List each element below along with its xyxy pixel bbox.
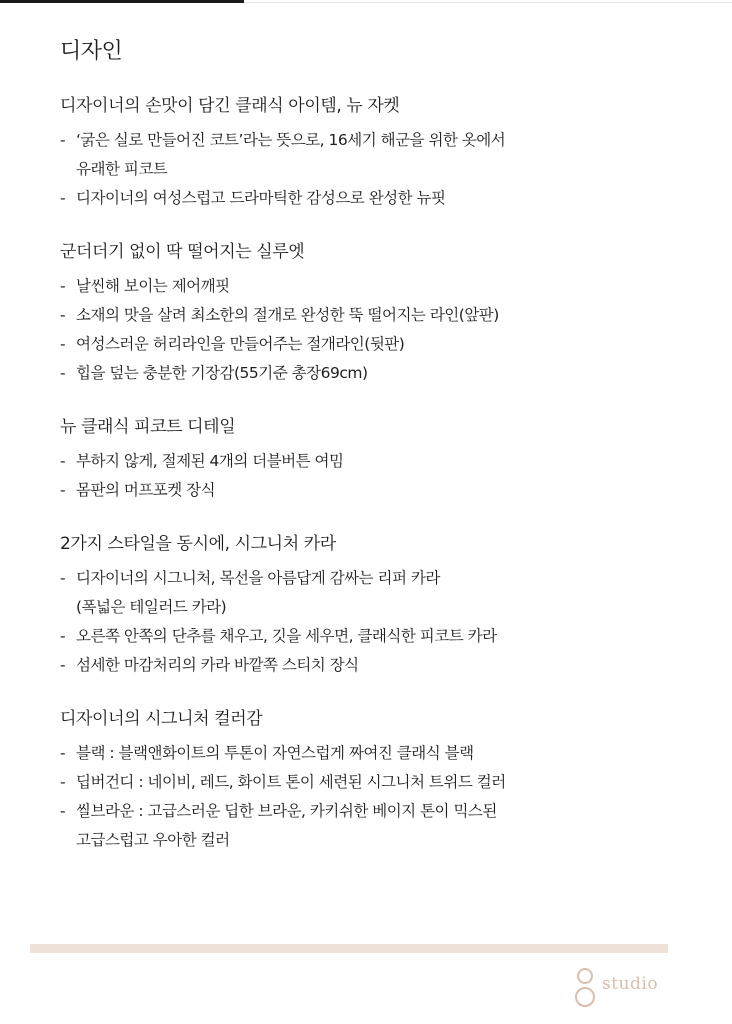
dash-marker: - — [60, 802, 66, 820]
list-item — [60, 301, 700, 330]
studio-logo — [574, 962, 694, 1012]
dash-marker: - — [60, 452, 66, 470]
section-title: 디자이너의 손맛이 담긴 클래식 아이템, 뉴 자켓 — [60, 96, 400, 116]
dash-marker: - — [60, 335, 66, 353]
section-title: 디자이너의 시그니처 컬러감 — [60, 709, 263, 729]
list-item-continuation: 고급스럽고 우아한 컬러 — [76, 831, 230, 849]
dash-marker: - — [60, 627, 66, 645]
list-item-text: 섬세한 마감처리의 카라 바깥쪽 스티치 장식 — [76, 656, 359, 674]
page-title: 디자인 — [60, 39, 123, 64]
list-item — [60, 476, 700, 505]
top-progress-bar — [0, 0, 244, 3]
list-item-text: ‘굵은 실로 만들어진 코트’라는 뜻으로, 16세기 해군을 위한 옷에서 — [76, 131, 506, 149]
g-logo-icon — [574, 962, 598, 1012]
dash-marker: - — [60, 656, 66, 674]
section-signature-colors — [60, 704, 700, 855]
section-new-jacket — [60, 91, 700, 213]
list-item-text: 여성스러운 허리라인을 만들어주는 절개라인(뒷판) — [76, 335, 405, 353]
list-item — [60, 126, 700, 155]
list-item-continuation: (폭넓은 테일러드 카라) — [76, 598, 227, 616]
top-divider — [244, 2, 732, 3]
logo-text: studio — [602, 974, 659, 994]
dash-marker: - — [60, 569, 66, 587]
list-item-text: 부하지 않게, 절제된 4개의 더블버튼 여밈 — [76, 452, 344, 470]
section-signature-collar — [60, 529, 700, 680]
dash-marker: - — [60, 131, 66, 149]
section-title: 뉴 클래식 피코트 디테일 — [60, 417, 236, 437]
list-item — [60, 651, 700, 680]
list-item — [60, 359, 700, 388]
list-item-text: 씰브라운 : 고급스러운 딥한 브라운, 카키쉬한 베이지 톤이 믹스된 — [76, 802, 497, 820]
list-item-text: 디자이너의 시그니처, 목선을 아름답게 감싸는 리퍼 카라 — [76, 569, 440, 587]
dash-marker: - — [60, 481, 66, 499]
list-item — [60, 330, 700, 359]
list-item-text: 디자이너의 여성스럽고 드라마틱한 감성으로 완성한 뉴핏 — [76, 189, 446, 207]
dash-marker: - — [60, 364, 66, 382]
list-item — [60, 622, 700, 651]
list-item — [60, 768, 700, 797]
list-item — [60, 184, 700, 213]
footer-accent-bar — [30, 944, 668, 953]
section-title: 군더더기 없이 딱 떨어지는 실루엣 — [60, 242, 305, 262]
list-item-text: 소재의 맛을 살려 최소한의 절개로 완성한 뚝 떨어지는 라인(앞판) — [76, 306, 499, 324]
list-item-text: 힙을 덮는 충분한 기장감(55기준 총장69cm) — [76, 364, 368, 382]
list-item-text: 날씬해 보이는 제어깨핏 — [76, 277, 230, 295]
dash-marker: - — [60, 277, 66, 295]
section-silhouette — [60, 237, 700, 388]
list-item — [60, 797, 700, 826]
section-peacoat-detail — [60, 412, 700, 505]
list-item-text: 몸판의 머프포켓 장식 — [76, 481, 216, 499]
document-content — [60, 34, 700, 879]
list-item-continuation: 유래한 피코트 — [76, 160, 168, 178]
list-item — [60, 564, 700, 593]
list-item — [60, 739, 700, 768]
section-title: 2가지 스타일을 동시에, 시그니처 카라 — [60, 534, 336, 554]
list-item-text: 딥버건디 : 네이비, 레드, 화이트 톤이 세련된 시그니처 트위드 컬러 — [76, 773, 506, 791]
list-item — [60, 272, 700, 301]
dash-marker: - — [60, 189, 66, 207]
dash-marker: - — [60, 773, 66, 791]
dash-marker: - — [60, 306, 66, 324]
list-item-text: 오른쪽 안쪽의 단추를 채우고, 깃을 세우면, 클래식한 피코트 카라 — [76, 627, 497, 645]
list-item-text: 블랙 : 블랙앤화이트의 투톤이 자연스럽게 짜여진 클래식 블랙 — [76, 744, 474, 762]
list-item — [60, 447, 700, 476]
dash-marker: - — [60, 744, 66, 762]
